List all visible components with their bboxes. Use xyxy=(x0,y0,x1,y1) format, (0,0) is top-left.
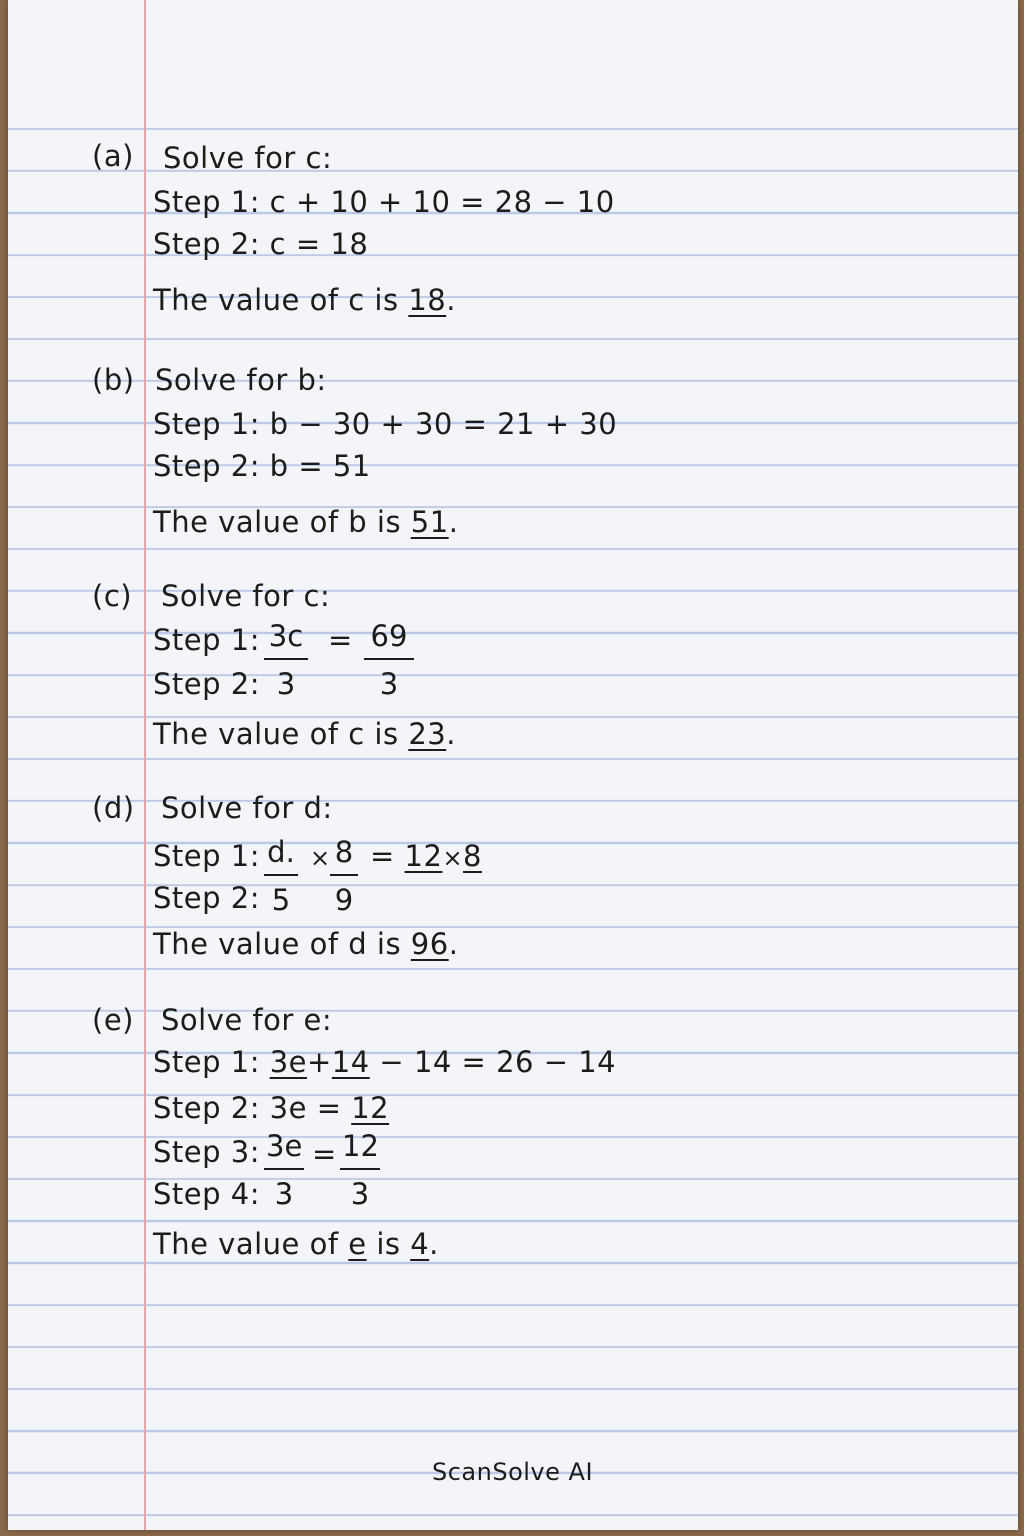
answer-prefix: The value of c is xyxy=(153,283,399,317)
answer-mid: is xyxy=(376,1227,401,1261)
problem-c-label: (c) xyxy=(92,579,133,613)
problem-b-step-1: Step 1: b − 30 + 30 = 21 + 30 xyxy=(153,407,618,441)
times-sign: × xyxy=(310,844,331,872)
fraction-69-over-3 xyxy=(364,618,414,702)
problem-b-title: Solve for b: xyxy=(155,363,327,397)
problem-e-step-3: Step 3: xyxy=(153,1135,260,1169)
problem-e-answer xyxy=(153,1226,439,1262)
problem-e-label: (e) xyxy=(92,1003,134,1037)
problem-c-step-2: Step 2: xyxy=(153,667,260,701)
denominator: 3 xyxy=(276,667,296,701)
answer-value: 96 xyxy=(410,927,449,961)
denominator: 5 xyxy=(271,883,291,917)
answer-suffix: . xyxy=(448,927,459,961)
rhs-a: 12 xyxy=(404,839,443,873)
problem-d-title: Solve for d: xyxy=(161,791,333,825)
denominator: 3 xyxy=(274,1177,294,1211)
numerator: 12 xyxy=(340,1128,380,1170)
equals-sign: = xyxy=(328,623,353,657)
denominator: 3 xyxy=(350,1177,370,1211)
fraction-d-over-5 xyxy=(264,834,298,918)
numerator: 8 xyxy=(330,834,358,876)
denominator: 3 xyxy=(379,667,399,701)
numerator: 69 xyxy=(364,618,414,660)
answer-suffix: . xyxy=(429,1227,439,1261)
step-rest: − 14 = 26 − 14 xyxy=(379,1045,617,1079)
problem-a-label: (a) xyxy=(92,139,134,173)
term-14: 14 xyxy=(331,1045,370,1079)
answer-suffix: . xyxy=(446,717,456,751)
numerator: d. xyxy=(264,834,298,876)
problem-e-title: Solve for e: xyxy=(161,1003,333,1037)
problem-b-label: (b) xyxy=(92,363,135,397)
margin-line xyxy=(144,0,146,1530)
problem-a-step-1: Step 1: c + 10 + 10 = 28 − 10 xyxy=(153,185,615,219)
page-header-space xyxy=(8,0,1018,126)
denominator: 9 xyxy=(334,883,354,917)
answer-variable: e xyxy=(348,1227,367,1261)
rhs-b: 8 xyxy=(463,839,482,873)
answer-suffix: . xyxy=(448,505,459,539)
answer-suffix: . xyxy=(446,283,456,317)
times-sign: × xyxy=(442,844,464,872)
problem-d-step-2: Step 2: xyxy=(153,881,260,915)
numerator: 3c xyxy=(264,618,308,660)
answer-value: 18 xyxy=(408,283,447,317)
step-label: Step 1: xyxy=(153,1045,260,1079)
problem-d-step-1: Step 1: xyxy=(153,839,260,873)
answer-value: 4 xyxy=(410,1227,430,1261)
step-text: Step 2: 3e = xyxy=(153,1091,342,1125)
fraction-3c-over-3 xyxy=(264,618,308,702)
problem-c-title: Solve for c: xyxy=(161,579,331,613)
fraction-8-over-9 xyxy=(330,834,358,918)
problem-a-answer xyxy=(153,282,456,318)
problem-d-answer xyxy=(153,926,458,962)
problem-b-step-2: Step 2: b = 51 xyxy=(153,449,371,483)
answer-prefix: The value of xyxy=(153,1227,339,1261)
term-3e: 3e xyxy=(269,1045,307,1079)
problem-b-answer xyxy=(153,504,458,540)
problem-a-step-2: Step 2: c = 18 xyxy=(153,227,369,261)
problem-d-label: (d) xyxy=(92,791,135,825)
problem-a-title: Solve for c: xyxy=(163,141,333,175)
notebook-page xyxy=(8,0,1018,1530)
problem-c-answer xyxy=(153,716,456,752)
problem-c-step-1: Step 1: xyxy=(153,623,260,657)
answer-prefix: The value of d is xyxy=(153,927,402,961)
problem-e-step-4: Step 4: xyxy=(153,1177,260,1211)
answer-value: 51 xyxy=(410,505,449,539)
answer-value: 23 xyxy=(408,717,447,751)
numerator: 3e xyxy=(264,1128,304,1170)
problem-e-step-1 xyxy=(153,1044,616,1080)
brand-footer: ScanSolve AI xyxy=(432,1458,594,1486)
step-value: 12 xyxy=(351,1091,390,1125)
answer-prefix: The value of b is xyxy=(153,505,402,539)
plus-sign: + xyxy=(306,1045,332,1079)
problem-d-rhs xyxy=(370,838,482,876)
equals-sign: = xyxy=(370,839,395,873)
answer-prefix: The value of c is xyxy=(153,717,399,751)
fraction-12-over-3 xyxy=(340,1128,380,1212)
equals-sign: = xyxy=(312,1137,337,1171)
problem-e-step-2 xyxy=(153,1090,389,1126)
fraction-3e-over-3 xyxy=(264,1128,304,1212)
